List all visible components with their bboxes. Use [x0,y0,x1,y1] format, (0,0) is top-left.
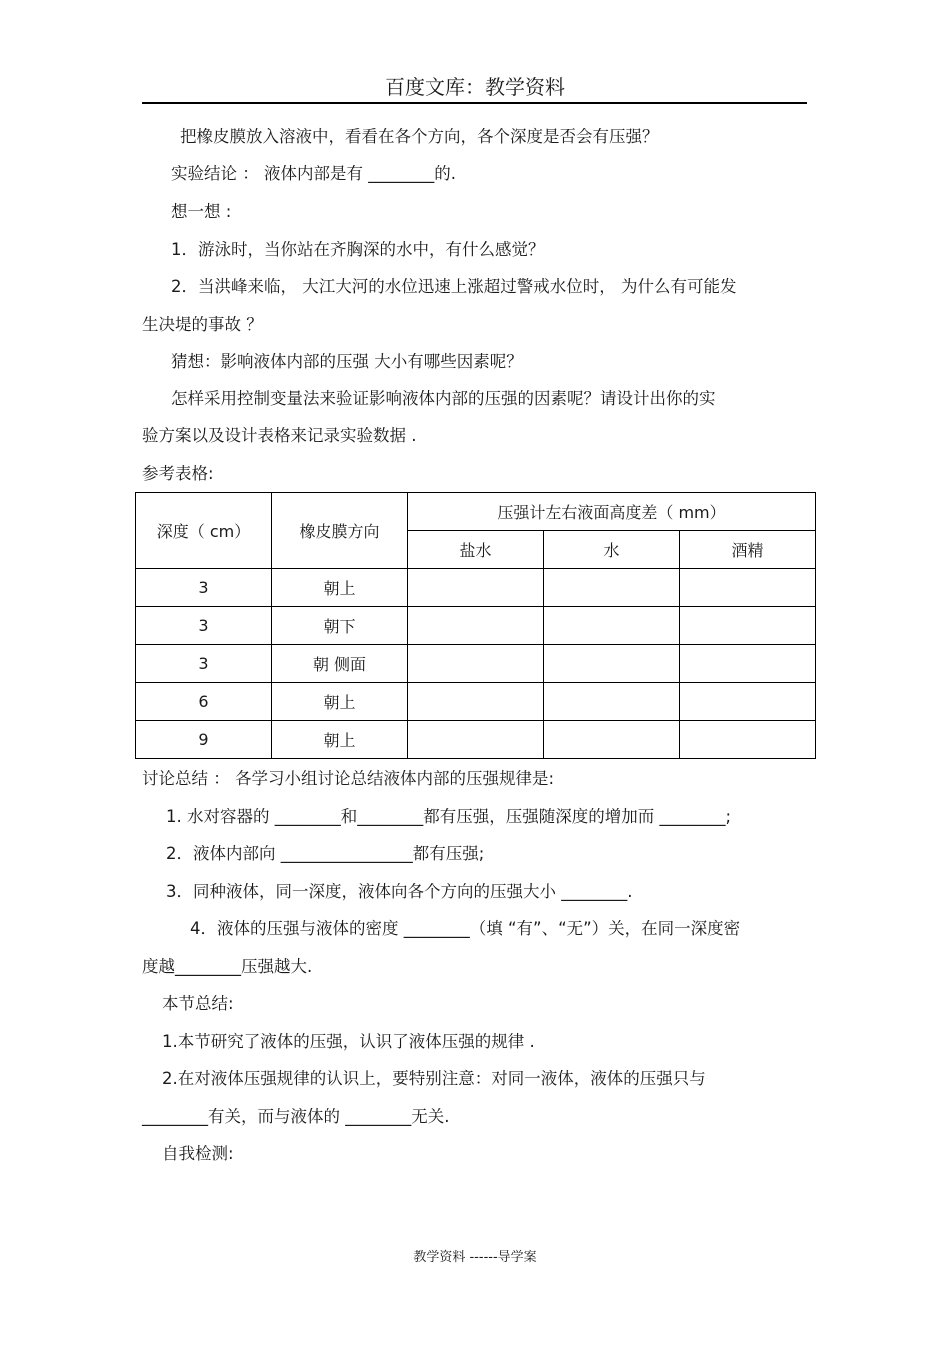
cell-direction: 朝上 [272,721,408,759]
header-water: 水 [544,531,680,569]
table-row [136,607,816,645]
cell-empty[interactable] [680,645,816,683]
discussion-item-1: 1. 水对容器的 ________和________都有压强，压强随深度的增加而 ________; [166,807,732,826]
table-row [136,645,816,683]
page-title: 百度文库：教学资料 [385,75,565,99]
reference-table [135,492,816,759]
table-row [136,721,816,759]
paragraph-think: 想一想 : [171,202,232,221]
cell-empty[interactable] [544,645,680,683]
cell-empty[interactable] [408,607,544,645]
cell-empty[interactable] [408,645,544,683]
paragraph-method-cont: 验方案以及设计表格来记录实验数据 . [142,426,417,445]
paragraph-conclusion: 实验结论 ： 液体内部是有 ________的. [171,164,456,183]
cell-empty[interactable] [680,607,816,645]
cell-depth: 3 [136,645,272,683]
cell-depth: 3 [136,607,272,645]
table-row [136,683,816,721]
question-swimming: 1．游泳时，当你站在齐胸深的水中，有什么感觉？ [171,240,545,259]
paragraph-question: 把橡皮膜放入溶液中，看看在各个方向，各个深度是否会有压强？ [180,127,659,146]
cell-empty[interactable] [680,569,816,607]
cell-empty[interactable] [680,683,816,721]
cell-depth: 9 [136,721,272,759]
table-caption: 参考表格: [142,464,214,483]
cell-empty[interactable] [408,569,544,607]
cell-empty[interactable] [544,683,680,721]
cell-empty[interactable] [544,569,680,607]
header-salt-water: 盐水 [408,531,544,569]
cell-empty[interactable] [408,721,544,759]
header-depth: 深度（ cm） [136,493,272,569]
discussion-title: 讨论总结 ： 各学习小组讨论总结液体内部的压强规律是: [142,769,555,788]
paragraph-method: 怎样采用控制变量法来验证影响液体内部的压强的因素呢？请设计出你的实 [171,389,716,408]
discussion-item-2: 2．液体内部向 ________________都有压强; [166,844,485,863]
summary-item-1: 1.本节研究了液体的压强，认识了液体压强的规律 . [162,1032,535,1051]
table-row [136,569,816,607]
self-check-title: 自我检测: [162,1144,234,1163]
summary-item-2: 2.在对液体压强规律的认识上，要特别注意：对同一液体，液体的压强只与 [162,1069,706,1088]
cell-empty[interactable] [544,607,680,645]
cell-empty[interactable] [680,721,816,759]
header-height-diff: 压强计左右液面高度差（ mm） [408,493,816,531]
cell-direction: 朝上 [272,569,408,607]
header-direction: 橡皮膜方向 [272,493,408,569]
question-flood: 2．当洪峰来临， 大江大河的水位迅速上涨超过警戒水位时， 为什么有可能发 [171,277,737,296]
discussion-item-3: 3．同种液体，同一深度，液体向各个方向的压强大小 ________. [166,882,633,901]
page-footer: 教学资料 ------导学案 [413,1250,537,1265]
cell-empty[interactable] [544,721,680,759]
cell-direction: 朝下 [272,607,408,645]
paragraph-guess: 猜想：影响液体内部的压强 大小有哪些因素呢？ [171,352,523,371]
cell-direction: 朝上 [272,683,408,721]
discussion-item-4: 4．液体的压强与液体的密度 ________（填 “有”、“无”）关，在同一深度密 [190,919,741,938]
header-alcohol: 酒精 [680,531,816,569]
cell-empty[interactable] [408,683,544,721]
discussion-item-4-cont: 度越________压强越大. [142,957,313,976]
header-rule [142,102,807,104]
cell-depth: 6 [136,683,272,721]
cell-depth: 3 [136,569,272,607]
cell-direction: 朝 侧面 [272,645,408,683]
summary-title: 本节总结: [162,994,234,1013]
summary-item-2-cont: ________有关，而与液体的 ________无关. [142,1107,450,1126]
question-flood-cont: 生决堤的事故 ？ [142,315,263,334]
